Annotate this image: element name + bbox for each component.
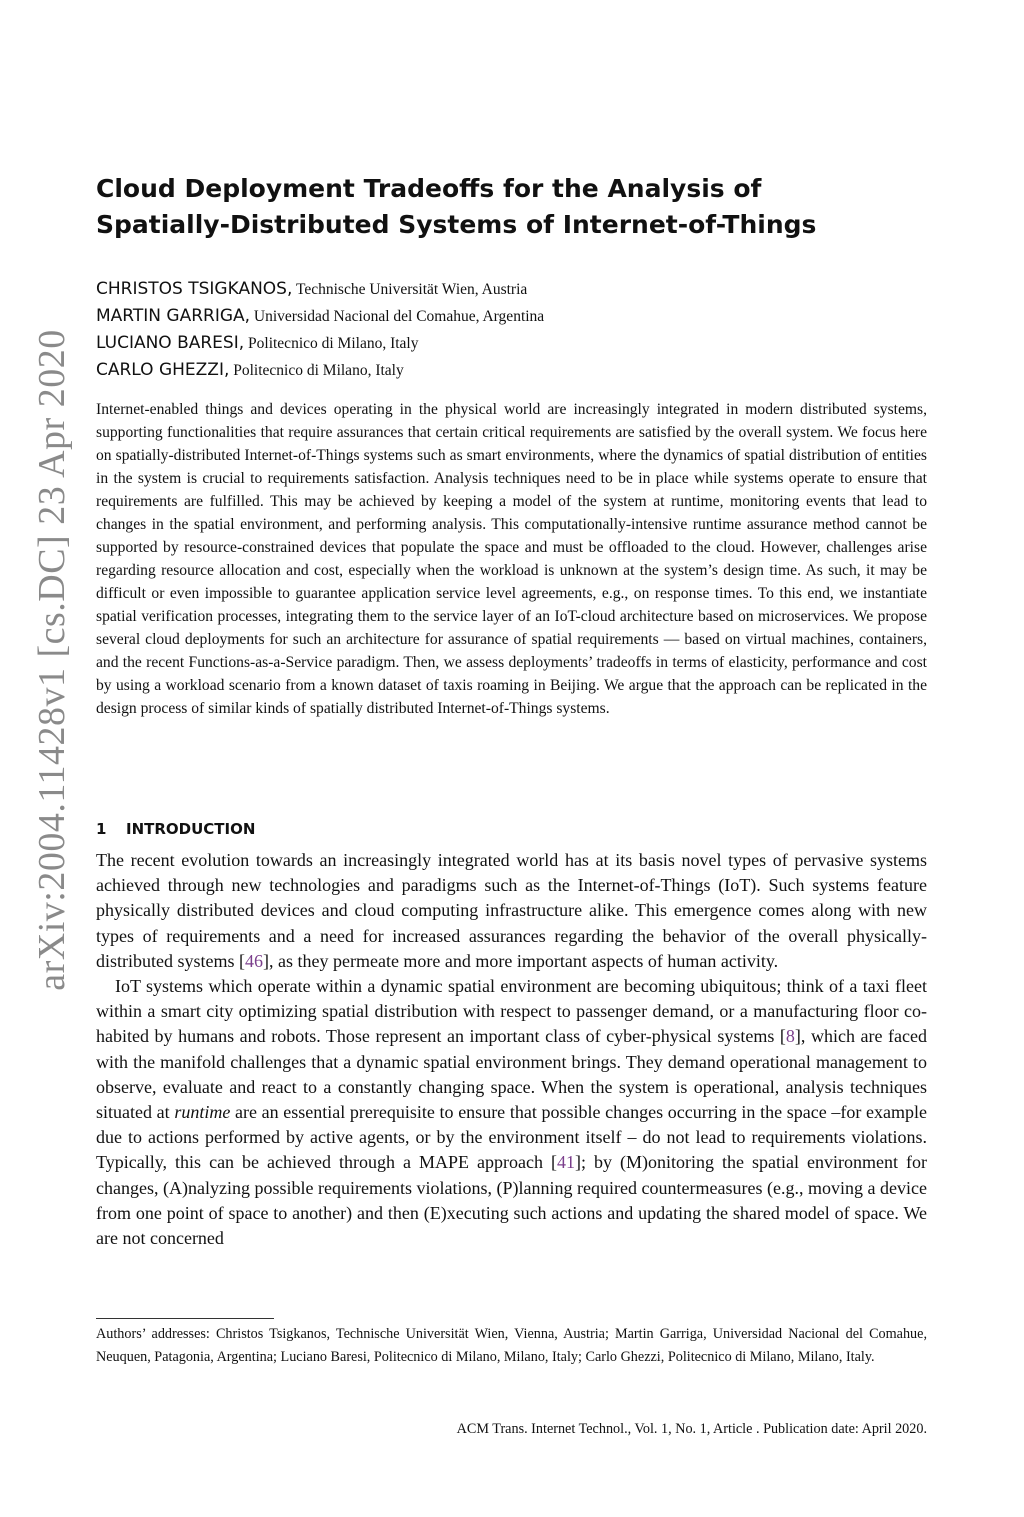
paragraph-text: The recent evolution towards an increasingly integrated world has at its basis novel types of pervasive systems achieved through new technologies and paradigms such as the Internet-of-Things (IoT). Such systems feature physically distributed devices and cloud computing infrastructure alike. This emergence comes along with new types of requirements and a need for increased assurances regarding the behavior of the overall physically-distributed systems [ [96,850,927,971]
author-name: LUCIANO BARESI, [96,333,245,353]
author-name: CARLO GHEZZI, [96,360,230,380]
author-affiliation: Technische Universität Wien, Austria [292,281,528,298]
section-heading [96,817,696,841]
author-affiliation: Universidad Nacional del Comahue, Argentina [250,308,545,325]
paragraph-text: ]; by (M)onitoring the spatial environment for changes, (A)nalyzing possible requirements violations, (P)lanning required countermeasures (e.g., moving a device from one point of space to another) and then (E)xecuting such actions and updating the shared model of space. We are not concerned [96,1152,927,1249]
introduction-body [96,848,927,1251]
paper-title [96,171,856,243]
author-entry [96,276,936,303]
paragraph-text: ], as they permeate more and more important aspects of human activity. [263,950,779,971]
title-line-1: Cloud Deployment Tradeoffs for the Analysis of [96,174,762,203]
running-footer: ACM Trans. Internet Technol., Vol. 1, No. 1, Article . Publication date: April 2020. [456,1421,927,1437]
author-affiliation: Politecnico di Milano, Italy [229,362,404,379]
section-title: INTRODUCTION [126,820,256,838]
arxiv-identifier: arXiv:2004.11428v1 [cs.DC] 23 Apr 2020 [31,329,73,991]
footnote-author-addresses: Authors’ addresses: Christos Tsigkanos, Technische Universität Wien, Vienna, Austria; Martin Garriga, Universidad Nacional del Comahue, Neuquen, Patagonia, Argentina; Luciano Baresi, Politecnico di Milano, Milano, Italy; Carlo Ghezzi, Politecnico di Milano, Milano, Italy. [96,1326,927,1365]
paragraph [96,974,927,1251]
author-name: CHRISTOS TSIGKANOS, [96,279,293,299]
emphasis: runtime [174,1102,231,1123]
author-affiliation: Politecnico di Milano, Italy [244,335,419,352]
author-entry [96,357,936,384]
paragraph-text: ], which are faced with the manifold challenges that a dynamic spatial environment brings. They demand operational management to observe, evaluate and react to a constantly changing space. When the system is operational, analysis techniques situated at [96,1026,927,1123]
arxiv-stamp [27,290,77,1030]
title-line-2: Spatially-Distributed Systems of Internet-of-Things [96,210,817,239]
paragraph [96,848,927,974]
citation-link[interactable]: 46 [245,950,263,971]
paragraph-text: are an essential prerequisite to ensure that possible changes occurring in the space –for example due to actions performed by active agents, or by the environment itself – do not lead to requirements violations. Typically, this can be achieved through a MAPE approach [ [96,1102,927,1173]
author-entry [96,303,936,330]
section-number: 1 [96,820,107,838]
citation-link[interactable]: 8 [785,1026,795,1047]
abstract: Internet-enabled things and devices operating in the physical world are increasingly integrated in modern distributed systems, supporting functionalities that require assurances that certain critical requirements are satisfied by the overall system. We focus here on spatially-distributed Internet-of-Things systems such as smart environments, where the dynamics of spatial distribution of entities in the system is crucial to requirements satisfaction. Analysis techniques need to be in place while systems operate to ensure that requirements are fulfilled. This may be achieved by keeping a model of the system at runtime, monitoring events that lead to changes in the spatial environment, and performing analysis. This computationally-intensive runtime assurance method cannot be supported by resource-constrained devices that populate the space and must be offloaded to the cloud. However, challenges arise regarding resource allocation and cost, especially when the workload is unknown at the system’s design time. As such, it may be difficult or even impossible to guarantee application service level agreements, e.g., on response times. To this end, we instantiate spatial verification processes, integrating them to the service layer of an IoT-cloud architecture based on microservices. We propose several cloud deployments for such an architecture for assurance of spatial requirements — based on virtual machines, containers, and the recent Functions-as-a-Service paradigm. Then, we assess deployments’ tradeoffs in terms of elasticity, performance and cost by using a workload scenario from a known dataset of taxis roaming in Beijing. We argue that the approach can be replicated in the design process of similar kinds of spatially distributed Internet-of-Things systems. [96,401,927,717]
author-list [96,276,936,384]
author-name: MARTIN GARRIGA, [96,306,251,326]
footnote-divider [96,1318,274,1319]
paragraph-text: IoT systems which operate within a dynamic spatial environment are becoming ubiquitous; think of a taxi fleet within a smart city optimizing spatial distribution with respect to passenger demand, or a manufacturing floor co-habited by humans and robots. Those represent an important class of cyber-physical systems [ [96,976,927,1047]
citation-link[interactable]: 41 [557,1152,576,1173]
author-entry [96,330,936,357]
